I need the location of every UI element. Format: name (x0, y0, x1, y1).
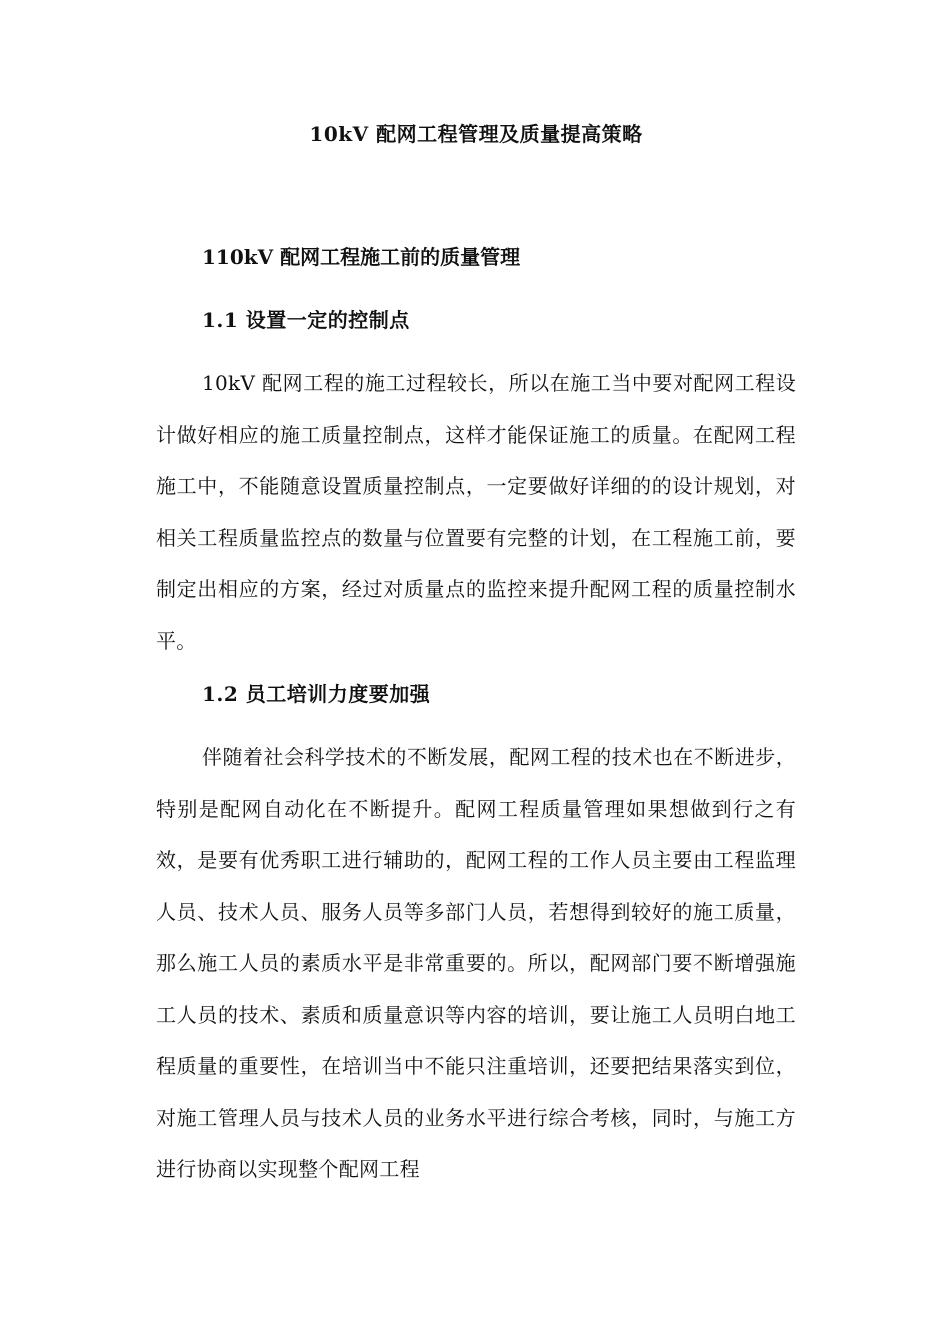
subsection-heading-1-1: 1.1 设置一定的控制点 (202, 308, 410, 332)
paragraph-1-1: 10kV 配网工程的施工过程较长，所以在施工当中要对配网工程设计做好相应的施工质量控制点，这样才能保证施工的质量。在配网工程施工中，不能随意设置质量控制点，一定要做好详细的的设计规划，对相关工程质量监控点的数量与位置要有完整的计划，在工程施工前，要制定出相应的方案，经过对质量点的监控来提升配网工程的质量控制水平。 (156, 371, 796, 653)
document-title: 10kV 配网工程管理及质量提高策略 (309, 122, 643, 146)
section-heading: 110kV 配网工程施工前的质量管理 (202, 245, 521, 269)
subsection-heading-1-2: 1.2 员工培训力度要加强 (202, 682, 431, 706)
paragraph-1-2: 伴随着社会科学技术的不断发展，配网工程的技术也在不断进步，特别是配网自动化在不断提升。配网工程质量管理如果想做到行之有效，是要有优秀职工进行辅助的，配网工程的工作人员主要由工程监理人员、技术人员、服务人员等多部门人员，若想得到较好的施工质量，那么施工人员的素质水平是非常重要的。所以，配网部门要不断增强施工人员的技术、素质和质量意识等内容的培训，要让施工人员明白地工程质量的重要性，在培训当中不能只注重培训，还要把结果落实到位，对施工管理人员与技术人员的业务水平进行综合考核，同时，与施工方进行协商以实现整个配网工程 (156, 745, 796, 1181)
